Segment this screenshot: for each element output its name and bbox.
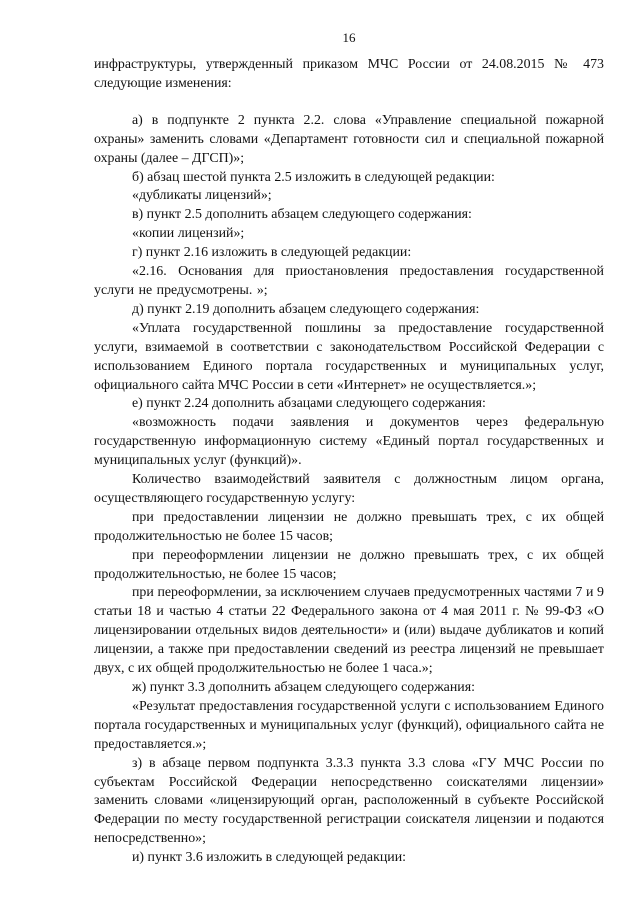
paragraph-item-b: б) абзац шестой пункта 2.5 изложить в следующей редакции: <box>132 169 495 185</box>
paragraph-reissue-exceptions: при переоформлении, за исключением случаев предусмотренных частями 7 и 9 статьи 18 и частью 4 статьи 22 Федерального закона от 4 мая 2011 г. № 99-ФЗ «О лицензировании отдельных видов деятельности» и (или) выдаче дубликатов и копий лицензии, а также при предоставлении сведений из реестра лицензий не превышает двух, с их общей продолжительностью не более 1 часа.»; <box>94 585 604 677</box>
paragraph-item-e: е) пункт 2.24 дополнить абзацами следующего содержания: <box>132 396 486 412</box>
paragraph-item-i: и) пункт 3.6 изложить в следующей редакции: <box>132 850 406 866</box>
paragraph-item-d: д) пункт 2.19 дополнить абзацем следующего содержания: <box>132 301 480 317</box>
paragraph-intro: инфраструктуры, утвержденный приказом МЧС России от 24.08.2015 № 473 следующие изменения: <box>94 57 604 91</box>
paragraph-quote-2-16: «2.16. Основания для приостановления предоставления государственной услуги не предусмотрены. »; <box>94 264 604 298</box>
paragraph-reissue: при переоформлении лицензии не должно превышать трех, с их общей продолжительностью, не более 15 часов; <box>94 547 604 582</box>
page-number: 16 <box>342 30 356 45</box>
paragraph-quote-copies: «копии лицензий»; <box>132 226 245 242</box>
paragraph-item-z: з) в абзаце первом подпункта 3.3.3 пункта 3.3 слова «ГУ МЧС России по субъектам Российской Федерации непосредственно соискателями лицензии» заменить словами «лицензирующий орган, расположенный в субъекте Российской Федерации по месту государственной регистрации соискателя лицензии и подаются непосредственно»; <box>94 755 604 847</box>
paragraph-quote-duplicates: «дубликаты лицензий»; <box>132 188 272 204</box>
paragraph-quote-fee: «Уплата государственной пошлины за предоставление государственной услуги, взимаемой в соответствии с законодательством Российской Федерации с использованием Единого портала государственных и муниципальных услуг, официального сайта МЧС России в сети «Интернет» не осуществляется.»; <box>94 320 604 393</box>
document-body <box>94 56 604 868</box>
paragraph-item-zh: ж) пункт 3.3 дополнить абзацем следующего содержания: <box>132 680 475 695</box>
paragraph-issuance: при предоставлении лицензии не должно превышать трех, с их общей продолжительностью не более 15 часов; <box>94 509 604 544</box>
paragraph-quote-portal: «возможность подачи заявления и документов через федеральную государственную информационную систему «Единый портал государственных и муниципальных услуг (функций)». <box>94 415 604 469</box>
paragraph-item-a: а) в подпункте 2 пункта 2.2. слова «Управление специальной пожарной охраны» заменить словами «Департамент готовности сил и специальной пожарной охраны (далее – ДГСП)»; <box>94 112 604 166</box>
paragraph-item-v: в) пункт 2.5 дополнить абзацем следующего содержания: <box>132 207 472 223</box>
paragraph-item-g: г) пункт 2.16 изложить в следующей редакции: <box>132 245 412 261</box>
paragraph-interactions: Количество взаимодействий заявителя с должностным лицом органа, осуществляющего государственную услугу: <box>94 472 604 506</box>
paragraph-quote-result: «Результат предоставления государственной услуги с использованием Единого портала государственных и муниципальных услуг (функций), официального сайта не предоставляется.»; <box>94 698 604 752</box>
